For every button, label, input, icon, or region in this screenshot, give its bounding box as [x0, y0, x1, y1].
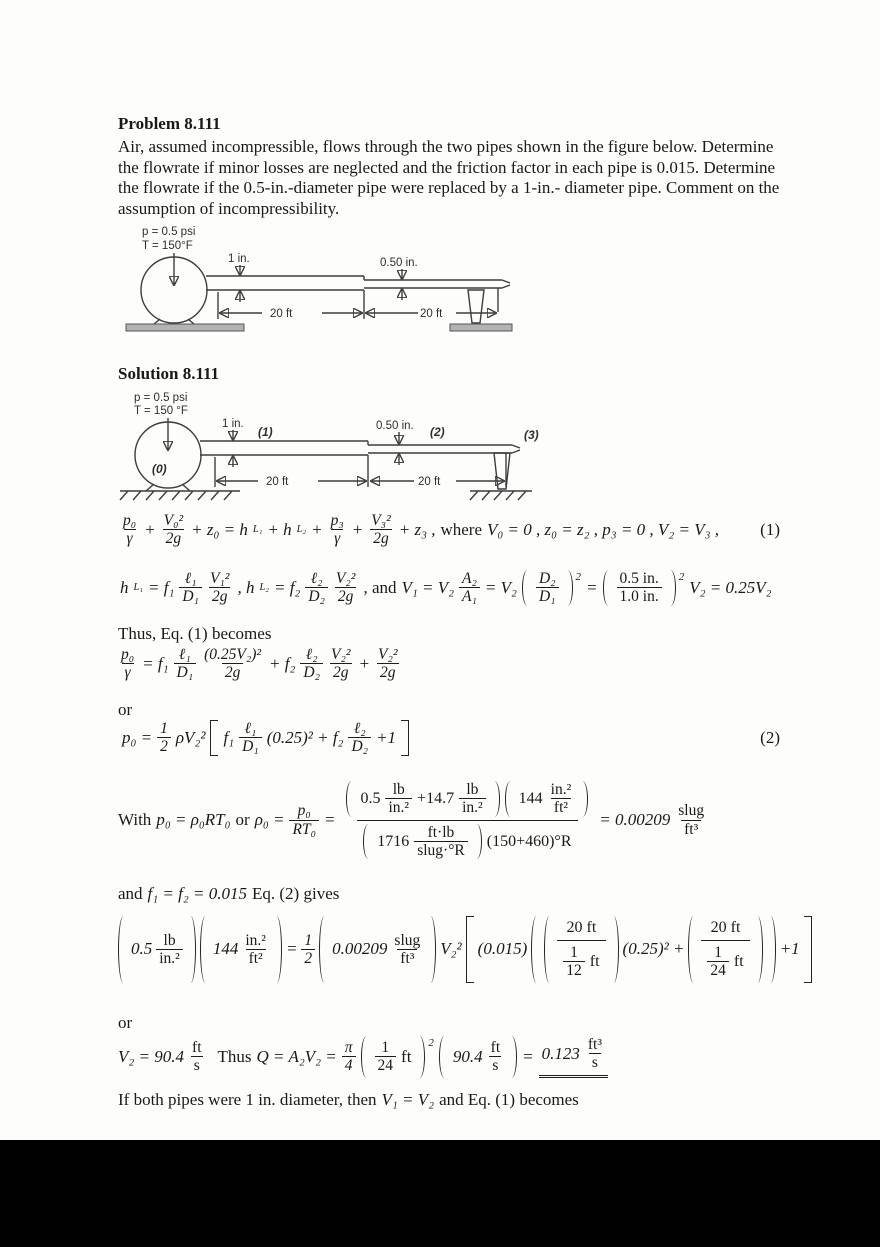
hatch-line [172, 491, 180, 500]
math-token: V₀ = 0 , z₀ = z₂ , p₃ = 0 , V₂ = V₃ , [487, 519, 719, 539]
math-token: ft [401, 1046, 412, 1066]
diameter1-label: 1 in. [228, 253, 250, 265]
math-token: = f₂ [273, 577, 301, 597]
denominator: ft³ [397, 949, 417, 967]
numerator: ℓ₁ [184, 570, 197, 587]
hatch-line [494, 491, 502, 500]
math-token: = f₁ [142, 653, 169, 673]
temperature-label: T = 150 °F [134, 405, 188, 417]
denominator: D₂ [348, 737, 371, 755]
math-token: = V₂ [484, 577, 517, 597]
fraction-l2-D2 [300, 646, 323, 682]
denominator: D₁ [179, 587, 202, 605]
denominator: RT₀ [289, 820, 318, 838]
numerator: in.² [550, 781, 572, 798]
length1-label: 20 ft [270, 308, 293, 320]
hatch-line [159, 491, 167, 500]
paren-right [427, 916, 436, 983]
superscript: 2 [575, 571, 582, 583]
numerator: V₂² [378, 646, 398, 663]
math-token: +1 [779, 939, 800, 959]
math-token: (0.25)² + [622, 939, 685, 959]
ground-pad [126, 324, 244, 331]
math-token: or [235, 810, 250, 830]
hatch-line [506, 491, 514, 500]
numerator: V₂² [331, 646, 351, 663]
paren-right [187, 916, 196, 983]
length1-label: 20 ft [266, 476, 289, 488]
point1-label: (1) [258, 425, 273, 439]
math-token: 90.4 [452, 1046, 483, 1066]
numerator: 1 [381, 1039, 390, 1056]
equation-numeric [118, 916, 812, 983]
paren-right [579, 781, 588, 817]
numerator: p₀ [123, 512, 137, 529]
math-token: (0.25)² + f₂ [266, 727, 344, 747]
fraction-p0-gamma [120, 512, 139, 548]
fraction-in2-ft2 [242, 932, 269, 968]
fraction-in2-ft2 [548, 781, 575, 817]
numerator: ft [192, 1039, 202, 1056]
numerator: D₂ [538, 570, 556, 587]
point2-label: (2) [430, 425, 445, 439]
paren-right [754, 916, 763, 983]
fraction-v2-2g [333, 570, 359, 606]
denominator: s [489, 1056, 501, 1074]
fraction-half [157, 720, 171, 756]
math-token: p₀ = [122, 727, 153, 747]
math-token: V₂ = 90.4 [118, 1046, 185, 1066]
math-token: 20 ft [710, 919, 741, 936]
numerator: 0.5 in. [619, 570, 659, 587]
diameter2-label: 0.50 in. [380, 257, 418, 269]
denominator: 2g [370, 529, 392, 547]
numerator: lb [392, 781, 405, 798]
numerator: slug [678, 802, 705, 820]
superscript: 2 [678, 571, 685, 583]
denominator: ft³ [681, 820, 701, 838]
math-token: Q = A₂V₂ = [256, 1046, 337, 1066]
equation-number: (1) [760, 519, 780, 539]
hatch-line [185, 491, 193, 500]
nested-fraction [557, 916, 605, 983]
fraction-slug-ft3 [391, 932, 423, 968]
friction-line [118, 884, 339, 904]
math-token: Thus [217, 1046, 252, 1066]
paren-right [416, 1036, 425, 1078]
numerator: ℓ₂ [310, 570, 323, 587]
fraction-p0-gamma [118, 646, 137, 682]
denominator: 24 [375, 1056, 397, 1074]
numerator: V₂² [335, 570, 356, 587]
denominator: ft² [551, 798, 571, 816]
paren-left [688, 916, 697, 983]
math-token: ρ₀ = [254, 810, 285, 830]
math-token: 0.123 [541, 1043, 580, 1063]
length2-label: 20 ft [418, 476, 441, 488]
bracket-right [804, 916, 812, 983]
math-token: V₁ = V₂ [401, 577, 455, 597]
numerator: p₃ [330, 512, 344, 529]
fraction-l1-D1 [174, 646, 197, 682]
paren-right [610, 916, 619, 983]
bracket-right [401, 720, 409, 756]
fraction-A2-A1 [459, 570, 480, 606]
thus-line: Thus, Eq. (1) becomes [118, 624, 272, 643]
equation-headloss: h L₁ = f₁ ℓ₁ D₁ $\frac{\text{V₁²}}{2g}$ , h L₂ = f₂ ℓ₂ D₂ $\frac{\text{V₂²}}{2g}$ , and V₁ = V₂ $\frac{\text{A₂}}{\text{A₁}}$ = V₂ $\frac{\text{D₂}}{\text{D₁}}$ 2 = $\frac{0.5 in.}{1.0 in.}$ 2 V₂ = 0.25V₂ [120, 570, 772, 606]
numerator: V₃² [371, 512, 391, 529]
math-token: With [118, 810, 152, 830]
figure-problem [114, 222, 516, 336]
temperature-label: T = 150°F [142, 240, 193, 252]
math-token: = f₁ [148, 577, 175, 597]
numerator: 1 [570, 944, 578, 961]
numerator: V₀² [163, 512, 184, 529]
tank-leg [154, 319, 160, 324]
denominator: in.² [156, 949, 183, 967]
fraction-lb-in2 [459, 781, 486, 817]
hatch-line [224, 491, 232, 500]
math-token: + f₂ [269, 653, 296, 673]
math-token: and [118, 884, 143, 903]
math-token: 20 ft [566, 919, 597, 936]
problem-title: Problem 8.111 [118, 114, 221, 133]
numerator: ft³ [587, 1036, 602, 1053]
fraction-slug-ft3 [675, 802, 707, 838]
diameter2-label: 0.50 in. [376, 420, 414, 432]
denominator: in.² [459, 798, 486, 816]
nozzle-bottom [502, 285, 510, 288]
fraction-ftlb-slugR [414, 824, 468, 860]
numerator: ℓ₁ [244, 720, 257, 737]
fraction-v2-2g [375, 646, 401, 682]
fraction-lb-in2 [385, 781, 412, 817]
paren-left [363, 824, 372, 860]
fraction-ft-s [189, 1039, 204, 1075]
figure-solution [112, 389, 558, 509]
hatch-line [133, 491, 141, 500]
equation-expanded [118, 646, 401, 682]
fraction-p0-RT0 [289, 802, 318, 838]
problem-body: Air, assumed incompressible, flows through the two pipes shown in the figure below. Determine the flowrate if minor losses are neglected and the friction factor in each pipe is 0.015. Determine the flowrate if the 0.5-in.-diameter pipe were replaced by a 1-in.- diameter pipe. Comment on the assumption of incompressibility. [118, 137, 780, 218]
paren-right [667, 570, 676, 606]
paren-right [491, 781, 500, 817]
math-token: + h [267, 519, 292, 539]
denominator: A₁ [459, 587, 480, 605]
paren-left [346, 781, 355, 817]
numerator: p₀ [121, 646, 135, 663]
denominator: D₂ [305, 587, 328, 605]
math-token: V₁ = V₂ [381, 1090, 435, 1109]
fraction-1-12 [563, 944, 585, 980]
final-answer [539, 1036, 608, 1078]
math-token: (150+460)°R [486, 832, 572, 850]
denominator: s [191, 1056, 203, 1074]
math-token: V₂² [440, 939, 462, 959]
fraction-l1-D1 [179, 570, 202, 606]
denominator: D₁ [174, 663, 197, 681]
denominator: D₁ [536, 587, 559, 605]
nested-fraction [701, 916, 749, 983]
denominator: 2 [157, 737, 171, 755]
fraction-1-24 [375, 1039, 397, 1075]
numerator: lb [466, 781, 479, 798]
ground-pad [450, 324, 512, 331]
numerator: ℓ₂ [305, 646, 318, 663]
tank-leg [188, 319, 194, 324]
numerator: (0.25V₂)² [204, 646, 262, 663]
numerator: V₁² [209, 570, 230, 587]
pressure-label: p = 0.5 psi [142, 226, 196, 238]
fraction-ft3-s [585, 1036, 605, 1072]
math-token: = [586, 577, 598, 597]
hatch-line [518, 491, 526, 500]
paren-right [273, 916, 282, 983]
math-token: + [144, 519, 156, 539]
denominator: γ [122, 663, 134, 681]
bracket-left [466, 916, 474, 983]
math-token: + [311, 519, 323, 539]
point3-label: (3) [524, 428, 539, 442]
point0-label: (0) [152, 462, 167, 476]
or-line: or [118, 700, 133, 719]
math-token: +1 [376, 727, 397, 747]
math-token: , h [237, 577, 255, 597]
hatch-line [146, 491, 154, 500]
paren-left [361, 1036, 370, 1078]
pipe-support [468, 290, 484, 323]
fraction-pi-4 [342, 1039, 356, 1075]
math-token: = [522, 1046, 534, 1066]
paren-left [118, 916, 127, 983]
math-token: = 0.00209 [599, 810, 671, 830]
math-token: ft [589, 952, 600, 970]
fraction-v0-2g [161, 512, 187, 548]
bracket-left [210, 720, 218, 756]
numerator: 1 [304, 931, 313, 949]
hatch-line [198, 491, 206, 500]
math-token: f₁ = f₂ = 0.015 [147, 884, 248, 903]
paren-right [564, 570, 573, 606]
denominator: s [589, 1053, 601, 1071]
denominator: 2g [335, 587, 357, 605]
big-denominator [557, 940, 605, 983]
denominator: γ [331, 529, 343, 547]
paren-left [319, 916, 328, 983]
math-token: , and [363, 577, 397, 597]
pressure-label: p = 0.5 psi [134, 392, 188, 404]
math-token: 1716 [377, 832, 410, 850]
denominator: 2g [330, 663, 352, 681]
math-token: where [440, 519, 483, 539]
fraction-v2-2g [328, 646, 354, 682]
nozzle-bottom [512, 450, 520, 453]
numerator: ft [490, 1039, 501, 1056]
fraction-diameters [617, 570, 662, 606]
denominator: D₂ [300, 663, 323, 681]
paren-left [439, 1036, 448, 1078]
fraction-v3-2g [368, 512, 394, 548]
math-token: 144 [212, 939, 239, 959]
big-denominator [357, 820, 577, 863]
denominator: 2g [209, 587, 231, 605]
big-numerator [705, 916, 747, 940]
math-token: + z₃ , [398, 519, 436, 539]
numerator: ℓ₂ [353, 720, 366, 737]
numerator: slug [394, 931, 421, 949]
fraction-025v2-2g [201, 646, 264, 682]
math-token: + z₀ = h [191, 519, 248, 539]
numerator: p₀ [297, 802, 311, 820]
fraction-v1-2g [207, 570, 233, 606]
denominator: slug·°R [414, 841, 468, 859]
fraction-ft-s [488, 1039, 503, 1075]
math-token: 0.00209 [332, 939, 388, 959]
fraction-1-24 [707, 944, 729, 980]
paren-left [522, 570, 531, 606]
denominator: 2g [163, 529, 185, 547]
equation-number: (2) [760, 727, 780, 747]
math-token: +14.7 [417, 789, 455, 807]
equation-density [118, 778, 707, 862]
fraction-l1-D1 [239, 720, 262, 756]
solution-title: Solution 8.111 [118, 364, 220, 383]
math-token: h [120, 577, 129, 597]
equation-energy: $\frac{\text{p₀}}{\gamma}$ + $\frac{\text{V₀²}}{2g}$ + z₀ = h L₁ + h L₂ + $\frac{\text{p₃}}{\gamma}$ + $\frac{\text{V₃²}}{2g}$ + z₃ , where V₀ = 0 , z₀ = z₂ , p₃ = 0 , V₂ = V₃ , (1) [120, 512, 780, 548]
denominator: in.² [385, 798, 412, 816]
tank-leg [146, 484, 154, 491]
closing-line [118, 1090, 579, 1110]
paren-left [200, 916, 209, 983]
numerator: π [344, 1039, 353, 1056]
math-token: + [351, 519, 364, 539]
fraction-p3-gamma [328, 512, 347, 548]
paren-right [767, 916, 776, 983]
numerator: 1 [714, 944, 723, 961]
math-token: (0.015) [477, 939, 528, 959]
tank-leg [182, 484, 190, 491]
math-token: 0.5 [360, 789, 381, 807]
hatch-line [470, 491, 478, 500]
text-token: If both pipes were 1 in. diameter, then [118, 1090, 377, 1109]
math-token: 0.5 [131, 939, 153, 959]
text-token: and Eq. (1) becomes [439, 1090, 579, 1109]
math-token: + [358, 653, 370, 673]
numerator: A₂ [462, 570, 477, 587]
numerator: 1 [160, 720, 168, 737]
nozzle-top [512, 445, 520, 448]
diameter1-label: 1 in. [222, 418, 244, 430]
math-token: = [323, 810, 336, 830]
fraction-half [301, 932, 315, 968]
fraction-l2-D2 [348, 720, 371, 756]
pipe-support [494, 453, 510, 489]
math-token: Eq. (2) gives [252, 884, 340, 903]
length2-label: 20 ft [420, 308, 443, 320]
scan-black-band [0, 1140, 880, 1247]
big-numerator [561, 916, 603, 940]
denominator: 2 [301, 949, 315, 967]
paren-right [473, 824, 482, 860]
fraction-D2-D1 [536, 570, 559, 606]
math-token: p₀ = ρ₀RT₀ [156, 810, 231, 830]
numerator: ℓ₁ [178, 646, 191, 663]
numerator: ft·lb [427, 823, 455, 841]
hatch-line [120, 491, 128, 500]
paren-left [603, 570, 612, 606]
denominator: 12 [563, 961, 585, 979]
denominator: 4 [342, 1056, 356, 1074]
big-denominator [701, 940, 749, 983]
denominator: 24 [707, 961, 729, 979]
fraction-l2-D2 [305, 570, 328, 606]
equation-2 [122, 720, 780, 756]
math-token: f₁ [223, 727, 235, 747]
equation-result [118, 1036, 608, 1078]
paren-right [508, 1036, 517, 1078]
big-fraction [340, 778, 594, 862]
big-numerator [340, 778, 594, 820]
fraction-lb-in2 [156, 932, 183, 968]
denominator: D₁ [239, 737, 262, 755]
numerator: in.² [245, 931, 266, 949]
nozzle-top [502, 280, 510, 283]
denominator: γ [124, 529, 136, 547]
denominator: 2g [377, 663, 399, 681]
paren-left [505, 781, 514, 817]
math-token: 144 [518, 789, 543, 807]
denominator: 1.0 in. [617, 587, 662, 605]
hatch-line [211, 491, 219, 500]
hatch-line [482, 491, 490, 500]
math-token: ρV₂² [175, 727, 206, 747]
superscript: 2 [428, 1037, 434, 1049]
denominator: ft² [246, 949, 266, 967]
numerator: lb [163, 931, 176, 949]
math-token: ft [733, 952, 744, 970]
paren-left [544, 916, 553, 983]
denominator: 2g [222, 663, 244, 681]
or-line: or [118, 1013, 133, 1032]
math-token: V₂ = 0.25V₂ [689, 577, 772, 597]
math-token: = [285, 939, 298, 959]
paren-left [531, 916, 540, 983]
